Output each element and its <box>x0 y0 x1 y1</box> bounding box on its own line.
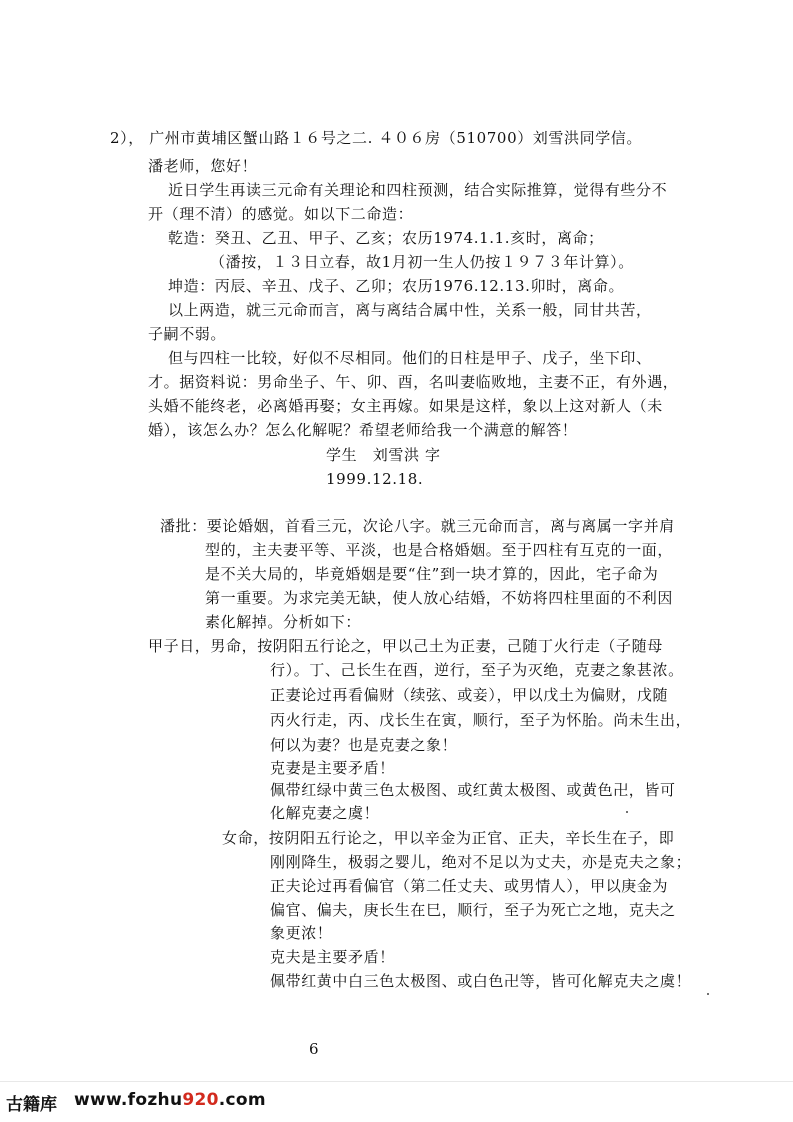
male-analysis-line: 丙火行走，丙、戊长生在寅，顺行，至子为怀胎。尚未生出， <box>270 711 692 729</box>
female-analysis-line: 女命，按阴阳五行论之，甲以辛金为正官、正夫，辛长生在子，即 <box>222 829 675 847</box>
url-number: 920 <box>182 1090 219 1110</box>
female-analysis-line: 正夫论过再看偏官（第二任丈夫、或男情人），甲以庚金为 <box>270 877 669 895</box>
qian-chart-line: 乾造：癸丑、乙丑、甲子、乙亥；农历1974.1.1.亥时，离命； <box>168 229 604 247</box>
male-remedy-line: 化解克妻之虞！ <box>270 804 380 822</box>
male-analysis-line: 正妻论过再看偏财（续弦、或妾），甲以戊土为偏财，戊随 <box>270 686 669 704</box>
female-analysis-line: 偏官、偏夫，庚长生在巳，顺行，至子为死亡之地，克夫之 <box>270 901 676 919</box>
letter-date: 1999.12.18. <box>326 470 424 488</box>
address-line: 2）， 广州市黄埔区蟹山路１６号之二. ４０６房（510700）刘雪洪同学信。 <box>110 129 643 147</box>
reply-line: 素化解掉。分析如下： <box>205 613 362 631</box>
male-remedy-line: 佩带红绿中黄三色太极图、或红黄太极图、或黄色卍，皆可 <box>270 781 676 799</box>
female-analysis-line: 克夫是主要矛盾！ <box>270 948 395 966</box>
paragraph-line: 开（理不清）的感觉。如以下二命造： <box>148 205 414 223</box>
paragraph-line: 近日学生再读三元命有关理论和四柱预测，结合实际推算，觉得有些分不 <box>168 181 668 199</box>
paragraph-line: 头婚不能终老，必离婚再娶；女主再嫁。如果是这样，象以上这对新人（未 <box>148 397 663 415</box>
paragraph-line: 子嗣不弱。 <box>148 325 227 343</box>
scan-speck <box>626 811 628 813</box>
paragraph-line: 以上两造，就三元命而言，离与离结合属中性，关系一般，同甘共苦， <box>168 301 652 319</box>
qian-note-line: （潘按，１３日立春，故1月初一生人仍按１９７３年计算）。 <box>210 253 634 271</box>
male-analysis-line: 何以为妻？也是克妻之象！ <box>270 736 458 754</box>
reply-line: 潘批：要论婚姻，首看三元，次论八字。就三元命而言，离与离属一字并肩 <box>160 517 675 535</box>
url-prefix: www.fozhu <box>74 1090 183 1110</box>
signature: 学生 刘雪洪 字 <box>326 446 441 464</box>
male-analysis-line: 行）。丁、己长生在酉，逆行，至子为灭绝，克妻之象甚浓。 <box>270 661 684 679</box>
paragraph-line: 婚），该怎么办？怎么化解呢？希望老师给我一个满意的解答！ <box>148 421 578 439</box>
female-analysis-line: 刚刚降生，极弱之婴儿，绝对不足以为丈夫，亦是克夫之象； <box>270 853 692 871</box>
male-analysis-line: 克妻是主要矛盾！ <box>270 759 395 777</box>
female-analysis-line: 象更浓！ <box>270 924 333 942</box>
reply-line: 是不关大局的，毕竟婚姻是要“住”到一块才算的，因此，宅子命为 <box>205 565 659 583</box>
page-number: 6 <box>309 1040 319 1058</box>
reply-line: 型的，主夫妻平等、平淡，也是合格婚姻。至于四柱有互克的一面， <box>205 541 674 559</box>
watermark-url[interactable] <box>74 1090 266 1110</box>
reply-line: 第一重要。为求完美无缺，使人放心结婚，不妨将四柱里面的不利因 <box>205 589 674 607</box>
paragraph-line: 但与四柱一比较，好似不尽相同。他们的日柱是甲子、戊子，坐下印、 <box>168 349 652 367</box>
url-suffix: .com <box>218 1090 266 1110</box>
watermark-footer <box>0 1081 793 1122</box>
paragraph-line: 才。据资料说：男命坐子、午、卯、酉，名叫妻临败地，主妻不正，有外遇， <box>148 373 679 391</box>
kun-chart-line: 坤造：丙辰、辛丑、戊子、乙卯；农历1976.12.13.卯时，离命。 <box>168 277 625 295</box>
scan-speck <box>707 993 709 995</box>
salutation: 潘老师，您好！ <box>148 157 258 175</box>
watermark-brand: 古籍库 <box>6 1095 57 1115</box>
male-analysis-line: 甲子日，男命，按阴阳五行论之，甲以己土为正妻，己随丁火行走（子随母 <box>148 637 663 655</box>
female-remedy-line: 佩带红黄中白三色太极图、或白色卍等，皆可化解克夫之虞！ <box>270 972 692 990</box>
